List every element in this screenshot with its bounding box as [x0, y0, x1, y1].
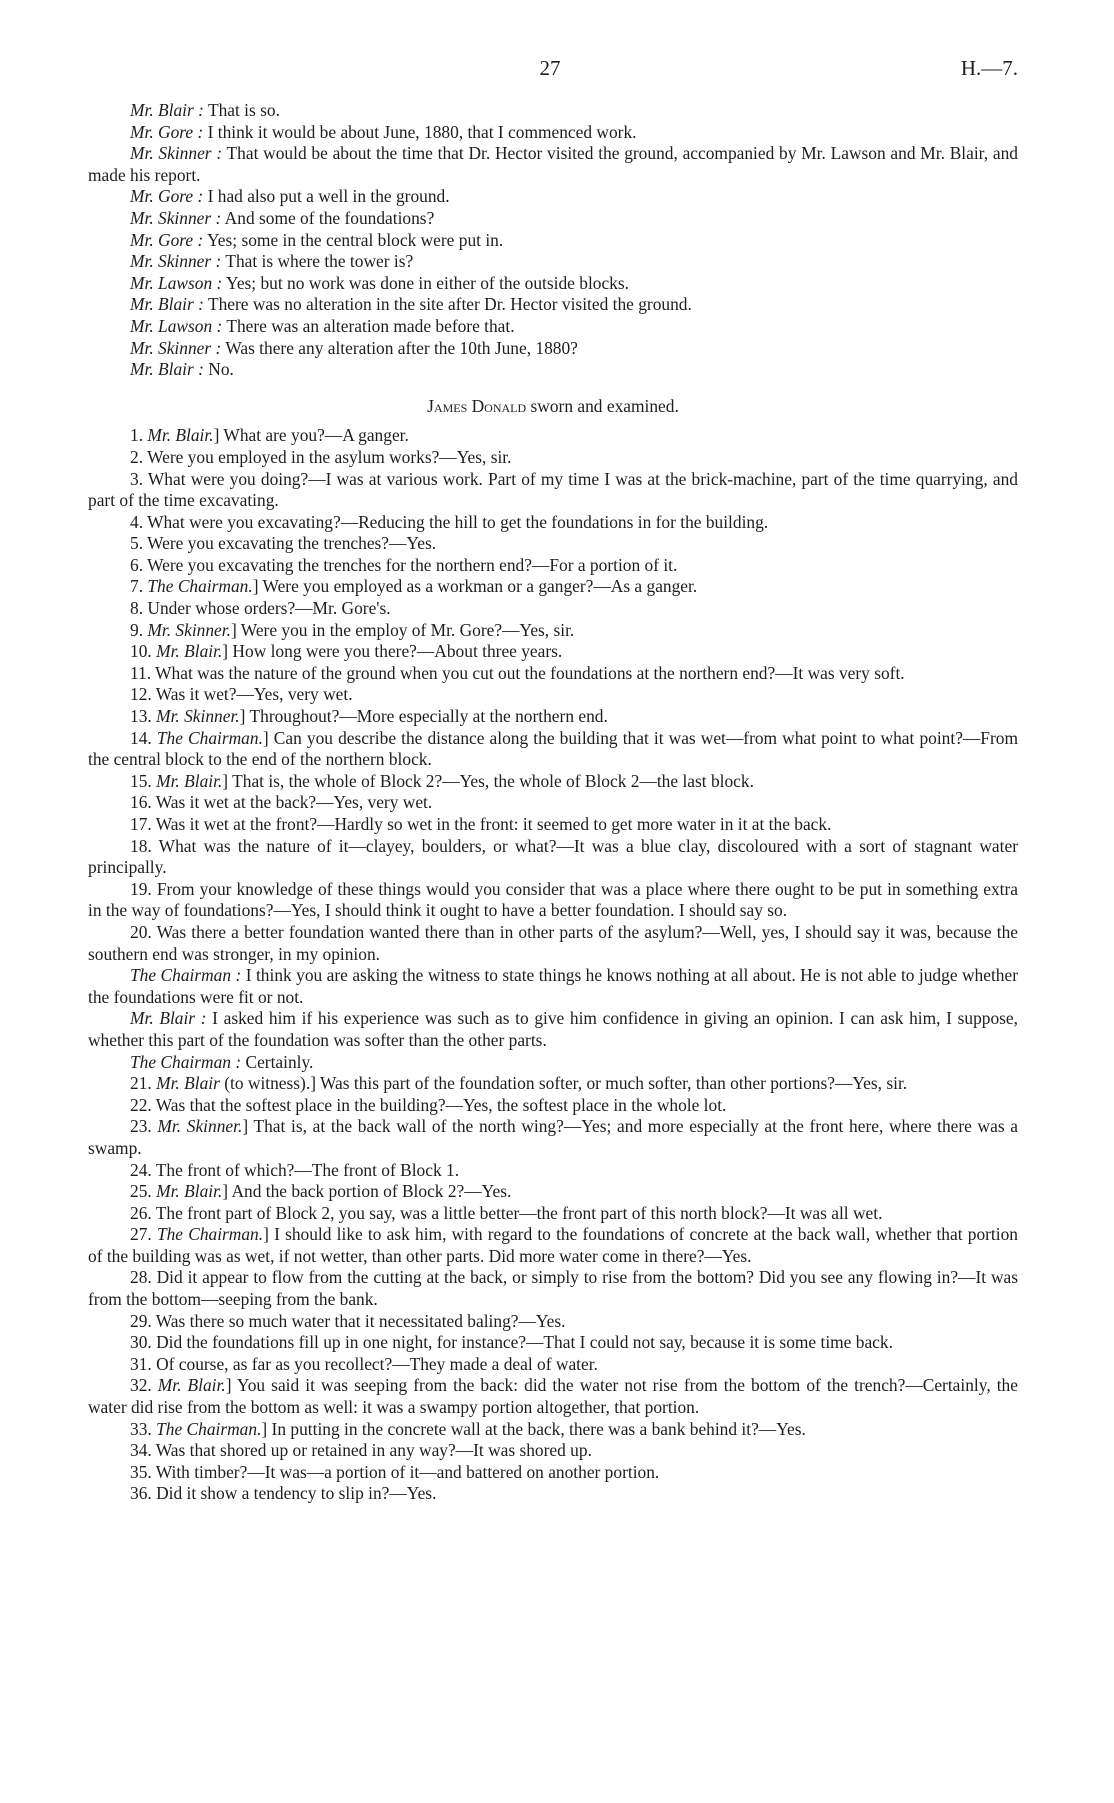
statement-text: ] Throughout?—More especially at the northern end.	[239, 706, 608, 727]
speaker-name: The Chairman :	[130, 1051, 242, 1072]
question-text: 20. Was there a better foundation wanted there than in other parts of the asylum?—Well, yes, I should say it was, because the southern end was stronger, in my opinion.	[88, 921, 1018, 964]
question-text: 14.	[130, 727, 157, 748]
statement-text: ] How long were you there?—About three years.	[222, 641, 563, 662]
speaker-name: The Chairman :	[130, 965, 242, 986]
speaker-statement	[88, 208, 1018, 230]
numbered-question	[88, 706, 1018, 728]
question-text: 1.	[130, 425, 148, 446]
speaker-statement	[88, 294, 1018, 316]
statement-text: ] I should like to ask him, with regard to the foundations of concrete at the back wall, whether that portion of the building was as wet, if not wetter, than other parts. Did more water come in there?—Yes.	[88, 1224, 1018, 1266]
speaker-name: Mr. Skinner.	[157, 1116, 243, 1137]
question-text: 2. Were you employed in the asylum works?—Yes, sir.	[130, 446, 512, 467]
numbered-question	[88, 598, 1018, 620]
speaker-name: Mr. Blair :	[130, 1008, 207, 1029]
question-text: 13.	[130, 706, 157, 727]
numbered-question	[88, 792, 1018, 814]
page-number: 27	[539, 56, 561, 80]
question-text: 6. Were you excavating the trenches for the northern end?—For a portion of it.	[130, 554, 678, 575]
statement-text: ] Can you describe the distance along the building that it was wet—from what point to what point?—From the central block to the end of the northern block.	[88, 727, 1018, 770]
speaker-name: Mr. Skinner :	[130, 337, 222, 358]
speaker-name: The Chairman.	[156, 727, 263, 748]
question-text: 12. Was it wet?—Yes, very wet.	[130, 684, 353, 705]
numbered-question	[88, 879, 1018, 922]
question-text: 25.	[130, 1181, 157, 1202]
question-text: 7.	[130, 576, 148, 597]
speaker-name: Mr. Blair :	[130, 359, 204, 380]
speaker-name: Mr. Lawson :	[130, 272, 223, 293]
statement-text: ] That is, at the back wall of the north wing?—Yes; and more especially at the front here, where there was a swamp.	[88, 1116, 1018, 1158]
speaker-name: Mr. Skinner :	[130, 251, 222, 272]
witness-name: James Donald	[427, 395, 527, 416]
statement-text: ] Were you in the employ of Mr. Gore?—Yes, sir.	[230, 619, 575, 640]
statement-text: Was there any alteration after the 10th June, 1880?	[221, 337, 578, 358]
numbered-question	[88, 1462, 1018, 1484]
speaker-name: Mr. Blair :	[130, 294, 204, 315]
document-reference: H.—7.	[960, 56, 1018, 80]
question-text: 18. What was the nature of it—clayey, boulders, or what?—It was a blue clay, discoloured with a sort of stagnant water principally.	[88, 835, 1018, 878]
question-text: 29. Was there so much water that it necessitated baling?—Yes.	[130, 1310, 566, 1331]
question-text: 35. With timber?—It was—a portion of it—and battered on another portion.	[130, 1461, 660, 1482]
speaker-statement	[88, 230, 1018, 252]
statement-text: And some of the foundations?	[221, 207, 435, 228]
numbered-question	[88, 447, 1018, 469]
speaker-name: Mr. Skinner :	[130, 143, 223, 164]
statement-text: ] In putting in the concrete wall at the back, there was a bank behind it?—Yes.	[261, 1418, 806, 1439]
numbered-question	[88, 728, 1018, 771]
speaker-statement	[88, 100, 1018, 122]
question-text: 23.	[130, 1116, 158, 1137]
numbered-question	[88, 1354, 1018, 1376]
numbered-question	[88, 1440, 1018, 1462]
statement-text: Yes; but no work was done in either of the outside blocks.	[222, 272, 629, 293]
statement-text: Certainly.	[241, 1051, 314, 1072]
question-text: 4. What were you excavating?—Reducing the hill to get the foundations in for the building.	[130, 511, 769, 532]
question-text: 9.	[130, 619, 148, 640]
speaker-name: Mr. Blair	[156, 1073, 220, 1094]
numbered-question	[88, 1181, 1018, 1203]
speaker-statement	[88, 251, 1018, 273]
numbered-question	[88, 684, 1018, 706]
speaker-statement	[88, 316, 1018, 338]
numbered-question	[88, 1332, 1018, 1354]
statement-text: That is so.	[203, 100, 280, 120]
question-text: 8. Under whose orders?—Mr. Gore's.	[130, 598, 391, 619]
statement-text: That would be about the time that Dr. Hector visited the ground, accompanied by Mr. Lawson and Mr. Blair, and made his report.	[88, 143, 1018, 185]
question-text: 30. Did the foundations fill up in one night, for instance?—That I could not say, because it is some time back.	[130, 1332, 893, 1353]
numbered-question	[88, 1095, 1018, 1117]
question-text: 26. The front part of Block 2, you say, was a little better—the front part of this north block?—It was all wet.	[130, 1202, 883, 1223]
question-text: 3. What were you doing?—I was at various work. Part of my time I was at the brick-machine, part of the time quarrying, and part of the time excavating.	[88, 468, 1018, 511]
statement-text: There was no alteration in the site after Dr. Hector visited the ground.	[203, 294, 692, 315]
question-text: 36. Did it show a tendency to slip in?—Yes.	[130, 1483, 437, 1504]
numbered-question	[88, 1224, 1018, 1267]
speaker-statement	[88, 338, 1018, 360]
question-text: 33.	[130, 1418, 157, 1439]
numbered-question	[88, 663, 1018, 685]
question-text: 10.	[130, 641, 157, 662]
witness-heading	[88, 396, 1018, 418]
speaker-statement	[88, 186, 1018, 208]
numbered-question	[88, 1160, 1018, 1182]
speaker-statement	[88, 122, 1018, 144]
question-text: 17. Was it wet at the front?—Hardly so wet in the front: it seemed to get more water in it at the back.	[130, 814, 832, 834]
speaker-name: Mr. Gore :	[130, 186, 204, 207]
question-text: 31. Of course, as far as you recollect?—They made a deal of water.	[130, 1353, 598, 1374]
speaker-name: The Chairman.	[156, 1224, 264, 1245]
question-text: 24. The front of which?—The front of Block 1.	[130, 1159, 460, 1180]
question-text: 5. Were you excavating the trenches?—Yes.	[130, 533, 437, 554]
numbered-question	[88, 469, 1018, 512]
speaker-name: Mr. Lawson :	[130, 315, 223, 336]
speaker-statement	[88, 273, 1018, 295]
speaker-name: The Chairman.	[147, 576, 253, 597]
statement-text: ] And the back portion of Block 2?—Yes.	[222, 1181, 512, 1202]
numbered-question	[88, 1419, 1018, 1441]
question-text: 11. What was the nature of the ground when you cut out the foundations at the northern end?—It was very soft.	[130, 662, 905, 683]
speaker-name: Mr. Blair :	[130, 100, 204, 120]
speaker-name: Mr. Skinner :	[130, 207, 222, 228]
statement-text: I think it would be about June, 1880, that I commenced work.	[203, 121, 637, 142]
question-text: 19. From your knowledge of these things would you consider that was a place where there ought to be put in something extra in the way of foundations?—Yes, I should think it ought to have a better foundation. I should say so.	[88, 878, 1018, 921]
speaker-statement	[88, 143, 1018, 186]
statement-text: Yes; some in the central block were put in.	[203, 229, 504, 250]
speaker-name: Mr. Gore :	[130, 229, 204, 250]
speaker-name: Mr. Blair.	[156, 770, 223, 791]
speaker-name: Mr. Skinner.	[156, 706, 240, 727]
numbered-question	[88, 1375, 1018, 1418]
statement-text: I had also put a well in the ground.	[203, 186, 450, 207]
speaker-statement	[88, 1008, 1018, 1051]
question-text: 16. Was it wet at the back?—Yes, very wet.	[130, 792, 433, 813]
speaker-name: Mr. Gore :	[130, 121, 204, 142]
heading-text: sworn and examined.	[526, 395, 679, 416]
speaker-name: Mr. Blair.	[147, 425, 214, 446]
question-text: 15.	[130, 770, 157, 791]
numbered-question	[88, 922, 1018, 965]
statement-text: I think you are asking the witness to state things he knows nothing at all about. He is not able to judge whether the foundations were fit or not.	[88, 965, 1018, 1007]
statement-text: I asked him if his experience was such as to give him confidence in giving an opinion. I can ask him, I suppose, whether this part of the foundation was softer than the other parts.	[88, 1008, 1018, 1050]
speaker-statement	[88, 1052, 1018, 1074]
question-text: 27.	[130, 1224, 157, 1245]
statement-text: (to witness).] Was this part of the foundation softer, or much softer, than other portions?—Yes, sir.	[219, 1073, 908, 1094]
question-text: 32.	[130, 1375, 158, 1396]
question-text: 21.	[130, 1073, 157, 1094]
numbered-question	[88, 512, 1018, 534]
speaker-name: The Chairman.	[156, 1418, 262, 1439]
numbered-question	[88, 533, 1018, 555]
numbered-question	[88, 836, 1018, 879]
numbered-question	[88, 814, 1018, 836]
statement-text: ] That is, the whole of Block 2?—Yes, the whole of Block 2—the last block.	[222, 770, 754, 791]
question-text: 28. Did it appear to flow from the cutting at the back, or simply to rise from the bottom? Did you see any flowing in?—It was from the bottom—seeping from the bank.	[88, 1267, 1018, 1310]
document-body	[88, 100, 1018, 1505]
question-text: 22. Was that the softest place in the building?—Yes, the softest place in the whole lot.	[130, 1094, 727, 1115]
speaker-name: Mr. Skinner.	[147, 619, 231, 640]
numbered-question	[88, 1073, 1018, 1095]
statement-text: That is where the tower is?	[221, 251, 414, 272]
speaker-name: Mr. Blair.	[156, 1181, 223, 1202]
speaker-name: Mr. Blair.	[156, 641, 223, 662]
numbered-question	[88, 1203, 1018, 1225]
numbered-question	[88, 576, 1018, 598]
numbered-question	[88, 1267, 1018, 1310]
numbered-question	[88, 620, 1018, 642]
speaker-statement	[88, 359, 1018, 381]
numbered-question	[88, 1116, 1018, 1159]
question-text: 34. Was that shored up or retained in any way?—It was shored up.	[130, 1440, 592, 1461]
numbered-question	[88, 1483, 1018, 1505]
statement-text: ] What are you?—A ganger.	[213, 425, 409, 446]
numbered-question	[88, 555, 1018, 577]
statement-text: ] Were you employed as a workman or a ganger?—As a ganger.	[252, 576, 698, 597]
speaker-statement	[88, 965, 1018, 1008]
page-header	[0, 56, 1114, 86]
numbered-question	[88, 425, 1018, 447]
statement-text: There was an alteration made before that.	[222, 315, 515, 336]
numbered-question	[88, 1311, 1018, 1333]
numbered-question	[88, 641, 1018, 663]
numbered-question	[88, 771, 1018, 793]
speaker-name: Mr. Blair.	[157, 1375, 226, 1396]
statement-text: ] You said it was seeping from the back: did the water not rise from the bottom of the trench?—Certainly, the water did rise from the bottom as well: it was a swampy portion altogether, that portion.	[88, 1375, 1018, 1418]
statement-text: No.	[203, 359, 234, 380]
